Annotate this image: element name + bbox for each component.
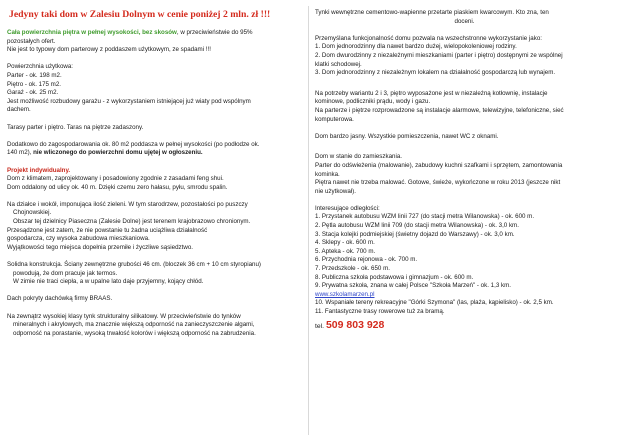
- layout-option-2: 2. Dom dwurodzinny z niezależnymi mieszkaniami (parter i piętro) dostępnymi ze wspólnej: [315, 51, 563, 59]
- condition-line-2: Parter do odświeżenia (malowanie), zabudowy kuchni szafkami i sprzętem, zamontowania: [315, 161, 563, 169]
- greenery-line-2: Chojnowskiej.: [13, 209, 52, 217]
- condition-line-5: nie użytkował).: [315, 187, 356, 195]
- attic-area: 140 m2),: [7, 149, 34, 157]
- school-link[interactable]: www.szkolamarzen.pl: [315, 290, 375, 298]
- condition-line-1: Dom w stanie do zamieszkania.: [315, 153, 403, 161]
- project-line-1: Dom z klimatem, zaprojektowany i posadowiony zgodnie z zasadami feng shui.: [7, 175, 224, 183]
- distances-heading: Interesujące odległości:: [315, 204, 380, 212]
- phone-label: tel.: [315, 322, 325, 330]
- layout-option-1: 1. Dom jednorodzinny dla nawet bardzo dużej, wielopokoleniowej rodziny.: [315, 43, 517, 51]
- construction-line-1: Solidna konstrukcja. Ściany zewnętrzne grubości 46 cm. (bloczek 36 cm + 10 cm styropianu): [7, 261, 261, 269]
- project-line-2: Dom oddalony od ulicy ok. 40 m. Dzięki czemu zero hałasu, pyłu, smrodu spalin.: [7, 183, 228, 191]
- condition-line-4: Piętra nawet nie trzeba malować. Gotowe, świeże, wykończone w roku 2013 (jeszcze nikt: [315, 179, 561, 187]
- layout-option-2-cont: klatki schodowej.: [315, 60, 362, 68]
- area-ground: Parter - ok. 198 m2.: [7, 71, 62, 79]
- intro-line-1: [7, 29, 301, 38]
- inner-plaster-line-2: doceni.: [454, 17, 475, 25]
- project-heading: Projekt indywidualny.: [7, 166, 71, 174]
- phone-line: [315, 319, 614, 333]
- attic-note: nie wliczonego do powierzchni domu ujętej w ogłoszeniu.: [33, 149, 203, 157]
- tech-line-4: komputerowa.: [315, 115, 354, 123]
- tech-line-2: kominowe, podliczniki prądu, wody i gazu.: [315, 98, 431, 106]
- area-garage-note-2: dachem.: [7, 106, 31, 114]
- area-garage-note: Jest możliwość rozbudowy garażu - z wykorzystaniem istniejącej już wiaty pod wspólnym: [7, 97, 251, 105]
- area-heading: Powierzchnia użytkowa:: [7, 63, 74, 71]
- distance-item-6: 6. Przychodnia rejonowa - ok. 700 m.: [315, 256, 418, 264]
- terrace-text: Tarasy parter i piętro. Taras na piętrze zadaszony.: [7, 123, 144, 131]
- distance-item-10: 10. Wspaniałe tereny rekreacyjne "Górki Szymona" (las, plaża, kąpielisko) - ok. 2,5 km.: [315, 299, 554, 307]
- construction-line-3: W zimie nie traci ciepła, a w upalne lato daje przyjemny, kojący chłód.: [13, 278, 204, 286]
- greenery-line-5: gospodarcza, czy wysoka zabudowa mieszkaniowa.: [7, 235, 150, 243]
- distance-item-1: 1. Przystanek autobusu WZM linii 727 (do stacji metra Wilanowska) - ok. 600 m.: [315, 213, 535, 221]
- condition-line-3: kominka.: [315, 170, 340, 178]
- column-divider: [308, 6, 309, 435]
- layout-heading: Przemyślana funkcjonalność domu pozwala na wszechstronne wykorzystanie jako:: [315, 34, 542, 42]
- inner-plaster-line-1: Tynki wewnętrzne cementowo-wapienne przetarte piaskiem kwarcowym. Kto zna, ten: [315, 9, 549, 16]
- intro-line-2: pozostałych ofert.: [7, 37, 56, 45]
- intro-highlight: Cała powierzchnia piętra w pełnej wysokości, bez skosów: [7, 29, 177, 36]
- tech-line-3: Na parterze i piętrze rozprowadzone są instalacje alarmowe, telewizyjne, telefoniczne, sieć: [315, 106, 564, 114]
- phone-number[interactable]: 509 803 928: [325, 318, 385, 331]
- plaster-line-3: odporność na porastanie, wysoką trwałość kolorów i większą odporność na zabrudzenia.: [13, 329, 256, 337]
- page-title: Jedyny taki dom w Zalesiu Dolnym w cenie poniżej 2 mln. zł !!!: [9, 9, 271, 20]
- intro-rest: , w przeciwieństwie do 95%: [176, 29, 253, 36]
- plaster-line-1: Na zewnątrz wysokiej klasy tynk strukturalny silikatowy. W przeciwieństwie do tynków: [7, 312, 241, 320]
- distance-item-5: 5. Apteka - ok. 700 m.: [315, 247, 376, 255]
- layout-option-3: 3. Dom jednorodzinny z niezależnym lokalem na działalność gospodarczą lub wynajem.: [315, 69, 556, 77]
- greenery-line-6: Wyjątkowości tego miejsca dopełnia przemiłe i życzliwe sąsiedztwo.: [7, 243, 193, 251]
- distance-item-11: 11. Fantastyczne trasy rowerowe tuż za bramą.: [315, 308, 445, 315]
- plaster-line-2: mineralnych i akrylowych, ma znacznie większą odporność na zanieczyszczenie algami,: [13, 321, 255, 329]
- bright-text: Dom bardzo jasny. Wszystkie pomieszczenia, nawet WC z oknami.: [315, 132, 499, 140]
- attic-line-1: Dodatkowo do zagospodarowania ok. 80 m2 poddasza w pełnej wysokości (po podłodze ok.: [7, 140, 260, 148]
- area-garage: Garaż - ok. 25 m2.: [7, 89, 59, 97]
- tech-line-1: Na potrzeby wariantu 2 i 3, piętro wyposażone jest w niezależną kotłownię, instalacje: [315, 89, 548, 97]
- greenery-line-1: Na działce i wokół, imponująca ilość zieleni. W tym starodrzew, pozostałości po puszczy: [7, 200, 248, 208]
- distance-item-9: 9. Prywatna szkoła, znana w całej Polsce "Szkoła Marzeń" - ok. 1,3 km.: [315, 282, 511, 290]
- construction-line-2: powodują, że dom pracuje jak termos.: [13, 269, 118, 277]
- attic-line-2: [7, 149, 301, 158]
- greenery-line-3: Obszar tej dzielnicy Piaseczna (Zalesie Dolne) jest terenem krajobrazowo chronionym.: [13, 218, 251, 226]
- distance-item-4: 4. Sklepy - ok. 600 m.: [315, 239, 375, 247]
- distance-item-8: 8. Publiczna szkoła podstawowa i gimnazjum - ok. 600 m.: [315, 273, 474, 281]
- distance-item-7: 7. Przedszkole - ok. 650 m.: [315, 265, 390, 273]
- distance-item-3: 3. Stacja kolejki podmiejskiej (świetny dojazd do Warszawy) - ok. 3,0 km.: [315, 230, 515, 238]
- distance-item-2: 2. Pętla autobusu WZM linii 709 (do stacji metra Wilanowska) - ok. 3,0 km.: [315, 222, 519, 230]
- left-column: [0, 0, 307, 441]
- intro-line-3: Nie jest to typowy dom parterowy z poddaszem użytkowym, ze spadami !!!: [7, 46, 211, 54]
- area-floor: Piętro - ok. 175 m2.: [7, 80, 61, 88]
- greenery-line-4: Przesądzone jest zatem, że nie powstanie tu żadna uciążliwa działalność: [7, 226, 208, 234]
- right-column: [313, 0, 620, 441]
- roof-text: Dach pokryty dachówką firmy BRAAS.: [7, 295, 113, 303]
